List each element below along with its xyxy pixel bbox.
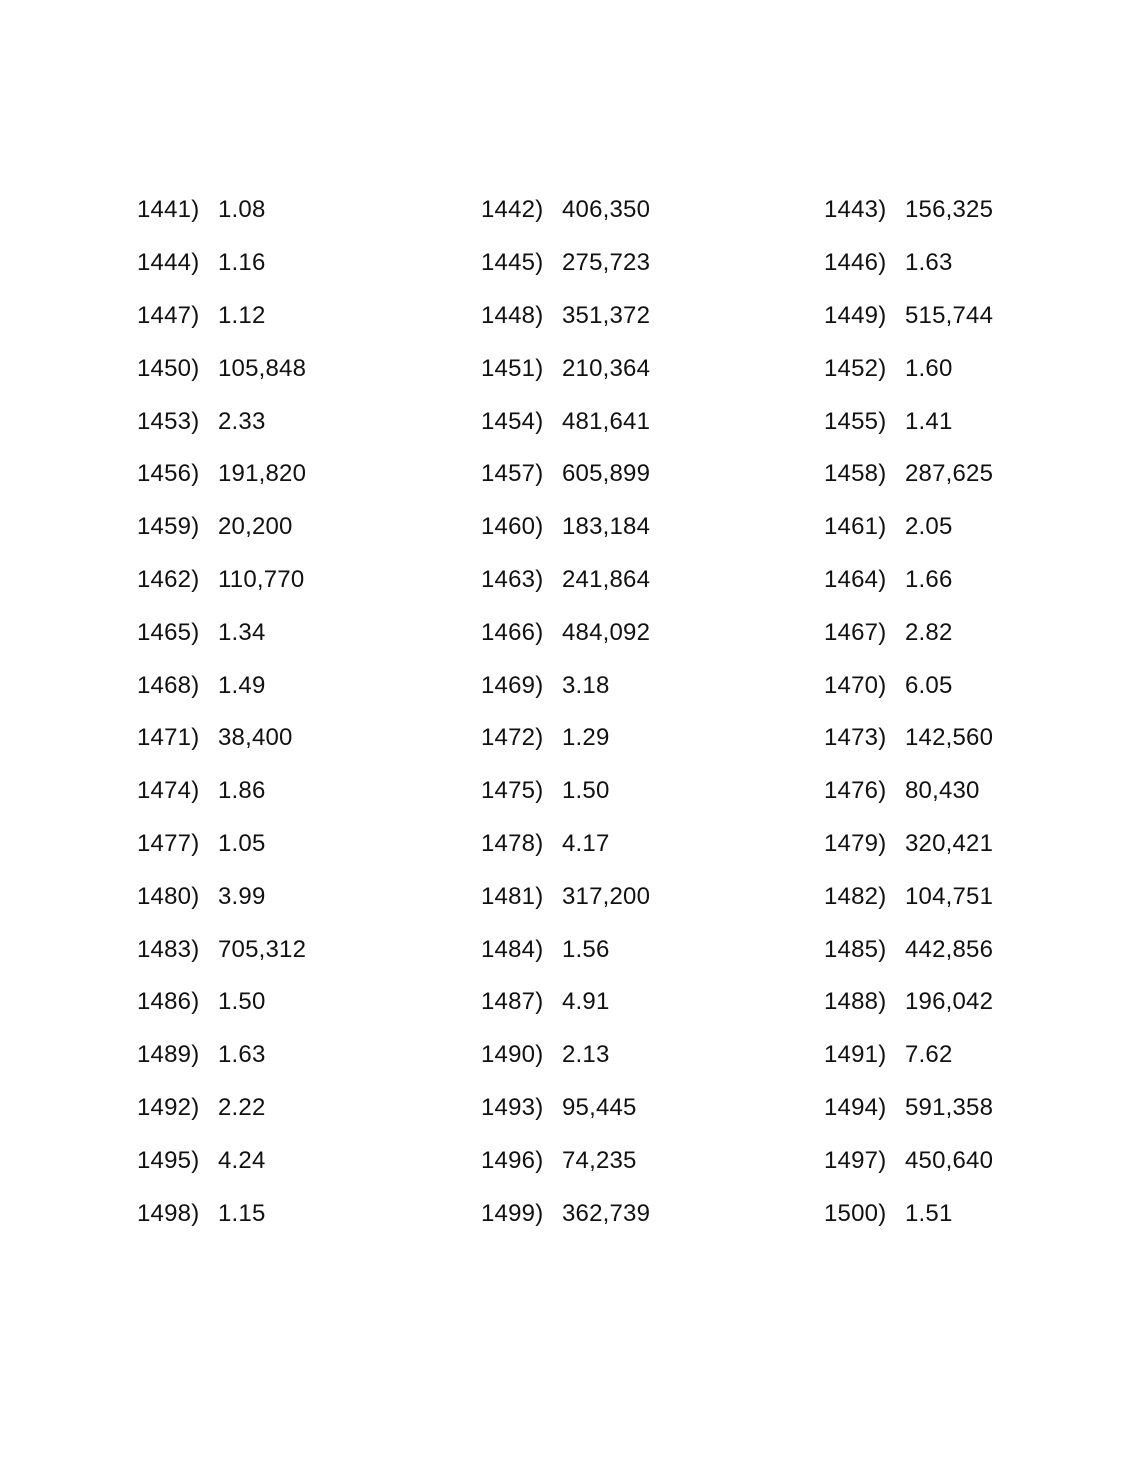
answer-item bbox=[481, 1134, 824, 1187]
answer-value: 241,864 bbox=[562, 565, 651, 593]
answer-item bbox=[824, 184, 1037, 237]
problem-number: 1463) bbox=[481, 565, 544, 593]
answer-value: 484,092 bbox=[562, 618, 651, 646]
answer-value: 481,641 bbox=[562, 407, 651, 435]
problem-number: 1475) bbox=[481, 777, 544, 805]
answer-value: 95,445 bbox=[562, 1093, 637, 1121]
answer-item bbox=[137, 1082, 481, 1135]
answer-item bbox=[137, 501, 481, 554]
answer-value: 351,372 bbox=[562, 301, 651, 329]
answer-item bbox=[824, 1134, 1037, 1187]
problem-number: 1466) bbox=[481, 618, 544, 646]
answer-value: 1.05 bbox=[218, 829, 266, 857]
answer-item bbox=[137, 1029, 481, 1082]
answer-item bbox=[824, 923, 1037, 976]
answer-value: 3.99 bbox=[218, 882, 266, 910]
answer-item bbox=[824, 395, 1037, 448]
problem-number: 1486) bbox=[137, 988, 200, 1016]
answer-value: 406,350 bbox=[562, 196, 651, 224]
problem-number: 1489) bbox=[137, 1041, 200, 1069]
answer-item bbox=[137, 923, 481, 976]
answer-value: 1.66 bbox=[905, 565, 953, 593]
answer-value: 450,640 bbox=[905, 1146, 994, 1174]
answer-value: 442,856 bbox=[905, 935, 994, 963]
answer-item bbox=[481, 606, 824, 659]
answer-item bbox=[824, 765, 1037, 818]
answer-value: 110,770 bbox=[218, 565, 305, 593]
answer-value: 1.08 bbox=[218, 196, 266, 224]
problem-number: 1447) bbox=[137, 301, 200, 329]
answer-value: 1.56 bbox=[562, 935, 610, 963]
answer-item bbox=[481, 818, 824, 871]
problem-number: 1484) bbox=[481, 935, 544, 963]
answer-item bbox=[137, 976, 481, 1029]
answer-item bbox=[481, 870, 824, 923]
answer-value: 1.29 bbox=[562, 724, 610, 752]
problem-number: 1479) bbox=[824, 829, 887, 857]
problem-number: 1446) bbox=[824, 249, 887, 277]
answer-item bbox=[481, 501, 824, 554]
problem-number: 1448) bbox=[481, 301, 544, 329]
answer-value: 1.50 bbox=[562, 777, 610, 805]
answer-value: 1.50 bbox=[218, 988, 266, 1016]
problem-number: 1499) bbox=[481, 1199, 544, 1227]
answer-value: 2.82 bbox=[905, 618, 953, 646]
answer-item bbox=[481, 1029, 824, 1082]
problem-number: 1481) bbox=[481, 882, 544, 910]
answer-item bbox=[824, 554, 1037, 607]
problem-number: 1474) bbox=[137, 777, 200, 805]
problem-number: 1456) bbox=[137, 460, 200, 488]
problem-number: 1460) bbox=[481, 513, 544, 541]
problem-number: 1485) bbox=[824, 935, 887, 963]
answer-item bbox=[824, 237, 1037, 290]
answer-item bbox=[137, 554, 481, 607]
problem-number: 1453) bbox=[137, 407, 200, 435]
problem-number: 1444) bbox=[137, 249, 200, 277]
problem-number: 1478) bbox=[481, 829, 544, 857]
answer-item bbox=[481, 1082, 824, 1135]
problem-number: 1459) bbox=[137, 513, 200, 541]
problem-number: 1494) bbox=[824, 1093, 887, 1121]
answer-value: 1.15 bbox=[218, 1199, 266, 1227]
answer-item bbox=[137, 1187, 481, 1240]
problem-number: 1469) bbox=[481, 671, 544, 699]
answer-value: 7.62 bbox=[905, 1041, 953, 1069]
answer-item bbox=[481, 290, 824, 343]
problem-number: 1468) bbox=[137, 671, 200, 699]
answer-item bbox=[824, 712, 1037, 765]
answer-value: 6.05 bbox=[905, 671, 953, 699]
answer-value: 183,184 bbox=[562, 513, 651, 541]
problem-number: 1457) bbox=[481, 460, 544, 488]
problem-number: 1500) bbox=[824, 1199, 887, 1227]
answer-value: 4.17 bbox=[562, 829, 610, 857]
answer-item bbox=[137, 870, 481, 923]
answer-item bbox=[481, 237, 824, 290]
answer-item bbox=[824, 870, 1037, 923]
problem-number: 1480) bbox=[137, 882, 200, 910]
problem-number: 1482) bbox=[824, 882, 887, 910]
problem-number: 1467) bbox=[824, 618, 887, 646]
answer-item bbox=[137, 1134, 481, 1187]
answer-item bbox=[137, 237, 481, 290]
answer-value: 210,364 bbox=[562, 354, 651, 382]
problem-number: 1498) bbox=[137, 1199, 200, 1227]
problem-number: 1461) bbox=[824, 513, 887, 541]
answer-item bbox=[137, 818, 481, 871]
problem-number: 1450) bbox=[137, 354, 200, 382]
problem-number: 1477) bbox=[137, 829, 200, 857]
answer-item bbox=[481, 659, 824, 712]
answer-value: 287,625 bbox=[905, 460, 994, 488]
problem-number: 1496) bbox=[481, 1146, 544, 1174]
answer-value: 2.22 bbox=[218, 1093, 266, 1121]
answer-value: 196,042 bbox=[905, 988, 994, 1016]
answer-item bbox=[137, 712, 481, 765]
answer-item bbox=[481, 976, 824, 1029]
answer-key-grid bbox=[137, 184, 1037, 1240]
answer-value: 2.05 bbox=[905, 513, 953, 541]
answer-item bbox=[824, 818, 1037, 871]
answer-value: 362,739 bbox=[562, 1199, 651, 1227]
answer-value: 275,723 bbox=[562, 249, 651, 277]
problem-number: 1476) bbox=[824, 777, 887, 805]
answer-item bbox=[481, 1187, 824, 1240]
answer-value: 74,235 bbox=[562, 1146, 637, 1174]
answer-item bbox=[824, 1187, 1037, 1240]
answer-value: 4.91 bbox=[562, 988, 610, 1016]
answer-value: 1.16 bbox=[218, 249, 266, 277]
answer-value: 2.33 bbox=[218, 407, 266, 435]
problem-number: 1493) bbox=[481, 1093, 544, 1121]
answer-value: 1.51 bbox=[905, 1199, 953, 1227]
problem-number: 1451) bbox=[481, 354, 544, 382]
problem-number: 1455) bbox=[824, 407, 887, 435]
answer-item bbox=[824, 976, 1037, 1029]
problem-number: 1471) bbox=[137, 724, 200, 752]
answer-item bbox=[481, 395, 824, 448]
answer-item bbox=[481, 712, 824, 765]
answer-item bbox=[481, 342, 824, 395]
answer-value: 1.12 bbox=[218, 301, 266, 329]
answer-value: 104,751 bbox=[905, 882, 994, 910]
answer-item bbox=[137, 765, 481, 818]
answer-value: 1.49 bbox=[218, 671, 266, 699]
answer-item bbox=[481, 554, 824, 607]
answer-value: 1.86 bbox=[218, 777, 266, 805]
problem-number: 1449) bbox=[824, 301, 887, 329]
answer-value: 3.18 bbox=[562, 671, 610, 699]
answer-value: 20,200 bbox=[218, 513, 293, 541]
answer-item bbox=[137, 606, 481, 659]
answer-item bbox=[137, 659, 481, 712]
problem-number: 1487) bbox=[481, 988, 544, 1016]
answer-value: 80,430 bbox=[905, 777, 980, 805]
problem-number: 1443) bbox=[824, 196, 887, 224]
answer-value: 156,325 bbox=[905, 196, 994, 224]
answer-item bbox=[137, 395, 481, 448]
problem-number: 1497) bbox=[824, 1146, 887, 1174]
answer-item bbox=[824, 1082, 1037, 1135]
problem-number: 1442) bbox=[481, 196, 544, 224]
problem-number: 1491) bbox=[824, 1041, 887, 1069]
answer-item bbox=[137, 448, 481, 501]
answer-value: 320,421 bbox=[905, 829, 994, 857]
answer-item bbox=[481, 448, 824, 501]
problem-number: 1462) bbox=[137, 565, 200, 593]
answer-value: 105,848 bbox=[218, 354, 307, 382]
answer-value: 705,312 bbox=[218, 935, 307, 963]
answer-value: 4.24 bbox=[218, 1146, 266, 1174]
answer-item bbox=[824, 606, 1037, 659]
problem-number: 1445) bbox=[481, 249, 544, 277]
answer-item bbox=[137, 184, 481, 237]
answer-item bbox=[824, 659, 1037, 712]
answer-item bbox=[481, 923, 824, 976]
problem-number: 1452) bbox=[824, 354, 887, 382]
answer-item bbox=[481, 184, 824, 237]
answer-value: 1.63 bbox=[905, 249, 953, 277]
problem-number: 1492) bbox=[137, 1093, 200, 1121]
problem-number: 1464) bbox=[824, 565, 887, 593]
problem-number: 1490) bbox=[481, 1041, 544, 1069]
problem-number: 1454) bbox=[481, 407, 544, 435]
answer-value: 515,744 bbox=[905, 301, 994, 329]
problem-number: 1472) bbox=[481, 724, 544, 752]
answer-item bbox=[824, 1029, 1037, 1082]
answer-value: 1.63 bbox=[218, 1041, 266, 1069]
answer-item bbox=[824, 448, 1037, 501]
problem-number: 1488) bbox=[824, 988, 887, 1016]
answer-value: 2.13 bbox=[562, 1041, 610, 1069]
answer-value: 38,400 bbox=[218, 724, 293, 752]
answer-value: 317,200 bbox=[562, 882, 651, 910]
answer-value: 591,358 bbox=[905, 1093, 994, 1121]
problem-number: 1473) bbox=[824, 724, 887, 752]
answer-item bbox=[824, 501, 1037, 554]
answer-item bbox=[137, 290, 481, 343]
answer-value: 191,820 bbox=[218, 460, 307, 488]
problem-number: 1465) bbox=[137, 618, 200, 646]
answer-value: 605,899 bbox=[562, 460, 651, 488]
answer-value: 1.34 bbox=[218, 618, 266, 646]
problem-number: 1458) bbox=[824, 460, 887, 488]
problem-number: 1495) bbox=[137, 1146, 200, 1174]
answer-item bbox=[481, 765, 824, 818]
answer-value: 142,560 bbox=[905, 724, 994, 752]
answer-item bbox=[824, 342, 1037, 395]
problem-number: 1441) bbox=[137, 196, 200, 224]
answer-value: 1.41 bbox=[905, 407, 953, 435]
answer-value: 1.60 bbox=[905, 354, 953, 382]
answer-item bbox=[137, 342, 481, 395]
answer-item bbox=[824, 290, 1037, 343]
problem-number: 1483) bbox=[137, 935, 200, 963]
problem-number: 1470) bbox=[824, 671, 887, 699]
